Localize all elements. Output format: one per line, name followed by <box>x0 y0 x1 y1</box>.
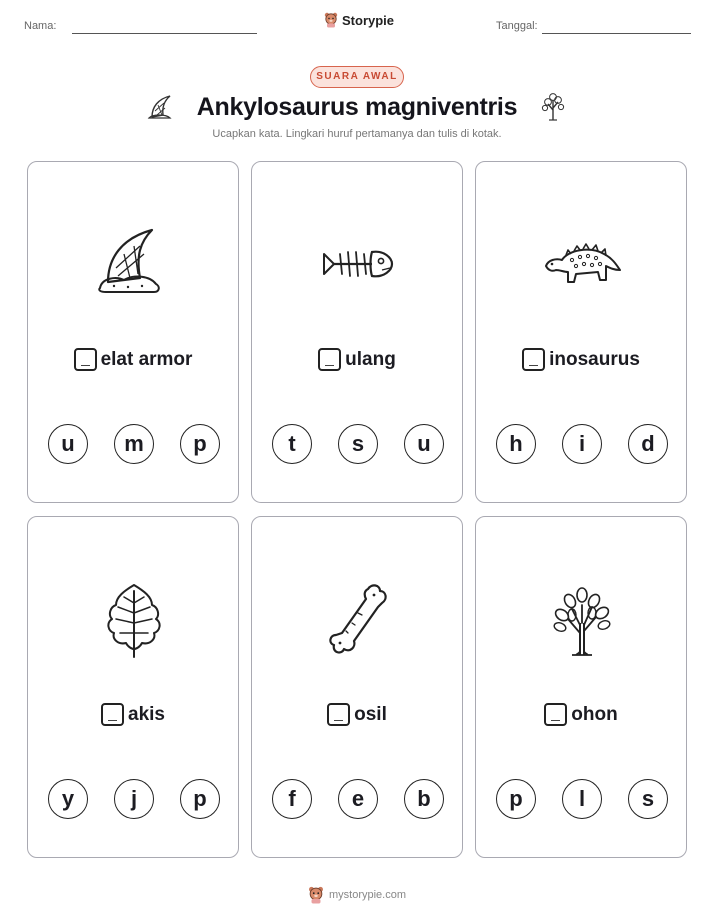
fish-skeleton-icon <box>318 224 398 304</box>
word-card-6 <box>475 516 687 858</box>
word-card-4 <box>27 516 239 858</box>
answer-box[interactable] <box>522 348 545 371</box>
letter-choice-s[interactable]: s <box>338 424 378 464</box>
word-stem: akis <box>128 703 165 725</box>
tree-icon <box>542 579 622 659</box>
date-label: Tanggal: <box>496 20 538 32</box>
letter-choice-d[interactable]: d <box>628 424 668 464</box>
answer-box[interactable] <box>544 703 567 726</box>
name-line[interactable] <box>72 33 257 34</box>
answer-box[interactable] <box>327 703 350 726</box>
word-card-5 <box>251 516 463 858</box>
letter-choice-l[interactable]: l <box>562 779 602 819</box>
claw-icon <box>94 224 174 304</box>
answer-box[interactable] <box>318 348 341 371</box>
answer-box[interactable] <box>74 348 97 371</box>
leaf-icon <box>94 579 174 659</box>
word-card-3 <box>475 161 687 503</box>
word-card-1 <box>27 161 239 503</box>
letter-choice-t[interactable]: t <box>272 424 312 464</box>
word-stem: inosaurus <box>549 348 640 370</box>
letter-choice-y[interactable]: y <box>48 779 88 819</box>
word-card-2 <box>251 161 463 503</box>
letter-choice-p[interactable]: p <box>180 424 220 464</box>
page-title: Ankylosaurus magniventris <box>196 93 518 121</box>
bear-mascot-icon <box>308 886 324 904</box>
letter-choice-e[interactable]: e <box>338 779 378 819</box>
tree-small-icon <box>540 92 566 122</box>
letter-choice-s[interactable]: s <box>628 779 668 819</box>
brand-name: Storypie <box>342 12 395 28</box>
letter-choice-u[interactable]: u <box>48 424 88 464</box>
word-stem: ulang <box>345 348 396 370</box>
letter-choice-b[interactable]: b <box>404 779 444 819</box>
name-label: Nama: <box>24 20 57 32</box>
bear-mascot-icon <box>324 12 338 28</box>
instruction-text: Ucapkan kata. Lingkari huruf pertamanya dan tulis di kotak. <box>212 128 502 140</box>
letter-choice-p[interactable]: p <box>496 779 536 819</box>
letter-choice-h[interactable]: h <box>496 424 536 464</box>
letter-choice-u[interactable]: u <box>404 424 444 464</box>
brand-logo <box>324 12 394 28</box>
letter-choice-f[interactable]: f <box>272 779 312 819</box>
letter-choice-j[interactable]: j <box>114 779 154 819</box>
dinosaur-icon <box>542 224 622 304</box>
category-tag: SUARA AWAL <box>310 66 404 88</box>
bone-icon <box>318 579 398 659</box>
letter-choice-p[interactable]: p <box>180 779 220 819</box>
footer <box>0 886 714 904</box>
letter-choice-i[interactable]: i <box>562 424 602 464</box>
date-line[interactable] <box>542 33 691 34</box>
footer-url[interactable]: mystorypie.com <box>328 889 407 901</box>
word-stem: elat armor <box>100 348 193 370</box>
letter-choice-m[interactable]: m <box>114 424 154 464</box>
answer-box[interactable] <box>101 703 124 726</box>
word-stem: osil <box>354 703 387 725</box>
word-stem: ohon <box>571 703 618 725</box>
